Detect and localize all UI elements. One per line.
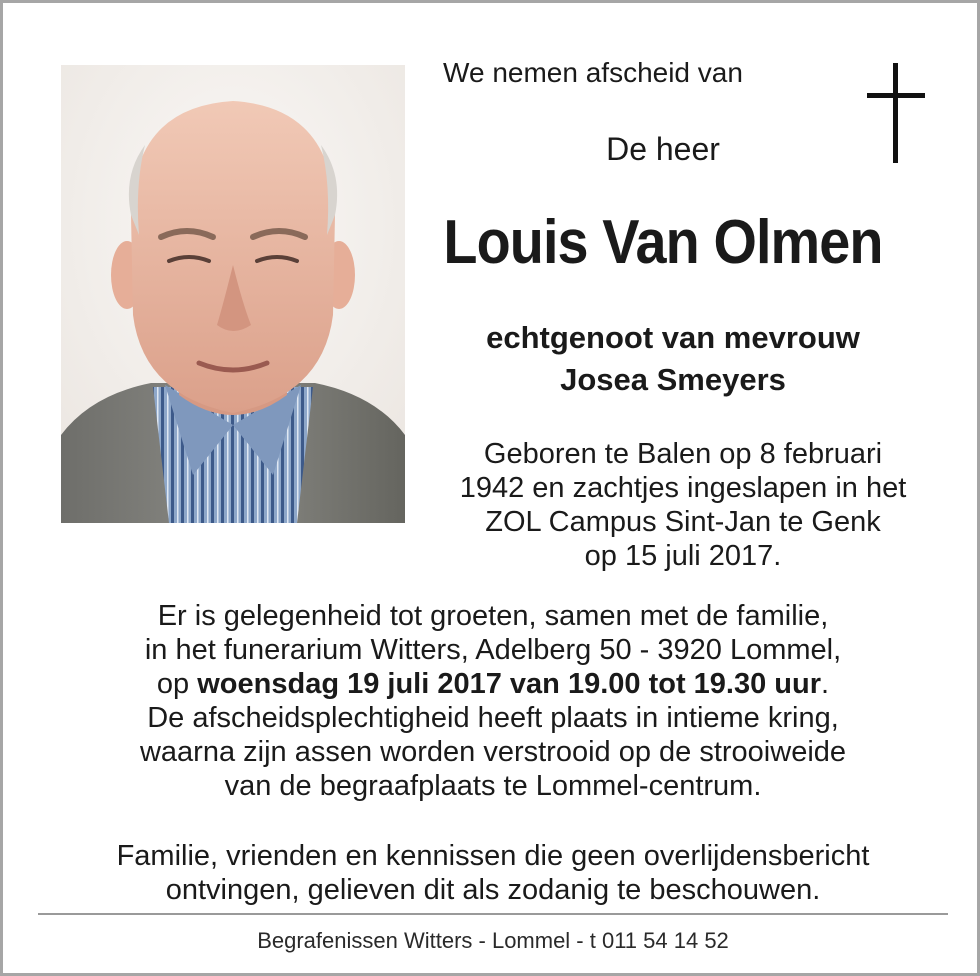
visit-line-3-suffix: .: [821, 668, 830, 700]
visit-line-1: Er is gelegenheid tot groeten, samen met de familie,: [157, 600, 829, 632]
funeral-home-contact: Begrafenissen Witters - Lommel - t 011 54 14 52: [257, 928, 729, 953]
birth-line-1: Geboren te Balen op 8 februari: [483, 438, 883, 470]
cross-icon: [865, 63, 927, 163]
honorific-title: De heer: [606, 131, 720, 167]
visit-line-6: van de begraafplaats te Lommel-centrum.: [224, 770, 762, 802]
visitation-info: [43, 599, 943, 803]
visit-line-4: De afscheidsplechtigheid heeft plaats in intieme kring,: [147, 702, 839, 734]
birth-line-2: 1942 en zachtjes ingeslapen in het: [459, 472, 907, 504]
portrait-photo: [61, 65, 405, 523]
notice-text: [43, 839, 943, 907]
visit-line-2: in het funerarium Witters, Adelberg 50 - 3920 Lommel,: [144, 634, 842, 666]
spouse-line-1: echtgenoot van mevrouw: [486, 320, 860, 355]
birth-line-3: ZOL Campus Sint-Jan te Genk: [485, 506, 881, 538]
visit-datetime: woensdag 19 juli 2017 van 19.00 tot 19.30 uur: [197, 668, 822, 700]
birth-death-info: [413, 437, 953, 573]
visit-line-3-prefix: op: [156, 668, 198, 700]
visit-line-5: waarna zijn assen worden verstrooid op de strooiweide: [139, 736, 847, 768]
intro-text: We nemen afscheid van: [443, 57, 743, 88]
spouse-line-2: Josea Smeyers: [560, 362, 786, 397]
birth-line-4: op 15 juli 2017.: [584, 540, 782, 572]
deceased-name: Louis Van Olmen: [443, 208, 883, 277]
spouse-info: [423, 317, 923, 401]
footer-divider: [38, 913, 948, 915]
notice-line-2: ontvingen, gelieven dit als zodanig te beschouwen.: [165, 874, 821, 906]
portrait-illustration: [61, 65, 405, 523]
notice-line-1: Familie, vrienden en kennissen die geen overlijdensbericht: [116, 840, 870, 872]
visit-line-3: [43, 667, 943, 701]
